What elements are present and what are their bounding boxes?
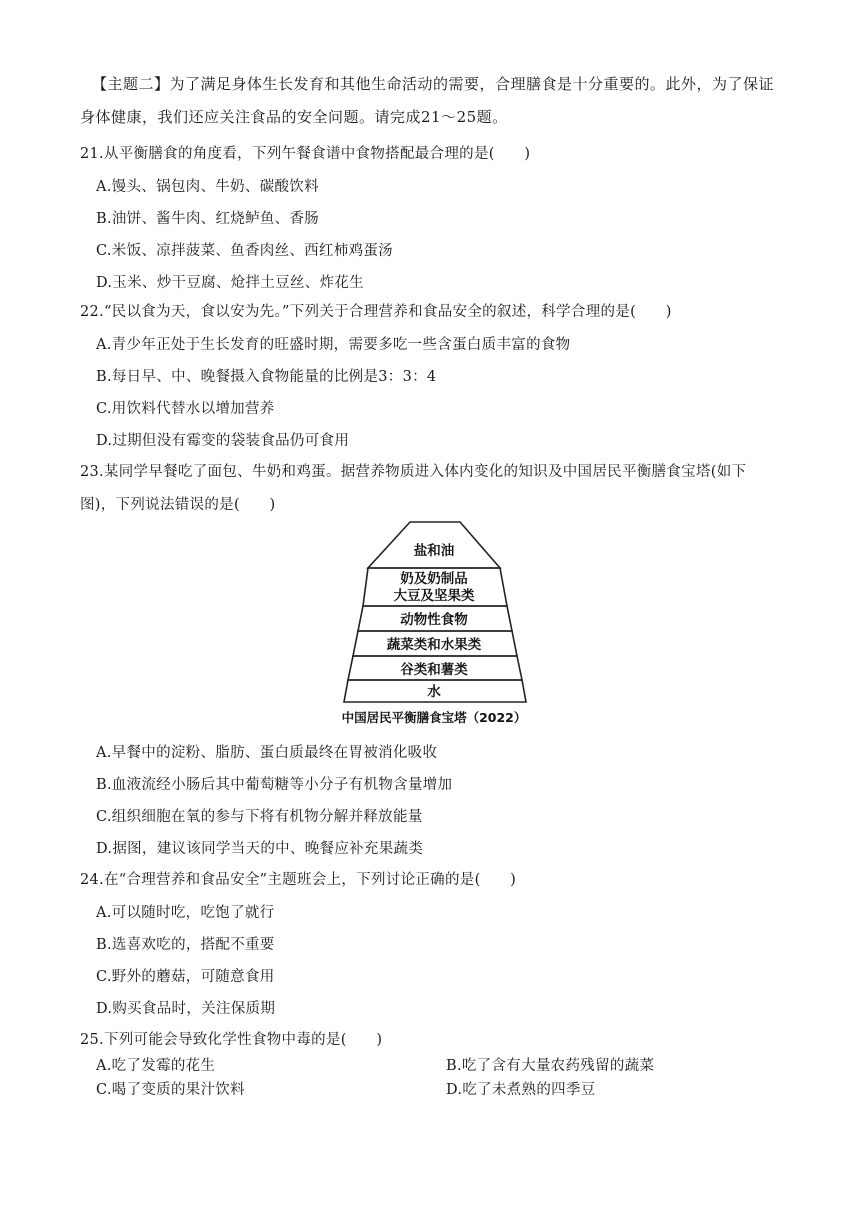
question-23-stem-line-1: 23.某同学早餐吃了面包、牛奶和鸡蛋。据营养物质进入体内变化的知识及中国居民平衡膳食宝塔(如下 xyxy=(80,464,747,480)
question-25-option-b[interactable]: B.吃了含有大量农药残留的蔬菜 xyxy=(446,1058,655,1074)
pyramid-caption: 中国居民平衡膳食宝塔（2022） xyxy=(341,710,527,725)
pyramid-label-water: 水 xyxy=(427,684,441,700)
question-22-option-d[interactable]: D.过期但没有霉变的袋装食品仍可食用 xyxy=(96,433,350,449)
question-25-option-a[interactable]: A.吃了发霉的花生 xyxy=(96,1058,216,1074)
pyramid-label-salt-oil: 盐和油 xyxy=(413,543,455,559)
pyramid-label-dairy: 奶及奶制品 xyxy=(400,571,468,587)
pyramid-label-grains: 谷类和薯类 xyxy=(400,662,468,678)
question-21-stem: 21.从平衡膳食的角度看，下列午餐食谱中食物搭配最合理的是( ) xyxy=(80,146,531,162)
question-24-option-b[interactable]: B.选喜欢吃的，搭配不重要 xyxy=(96,937,275,953)
question-22-stem: 22.“民以食为天，食以安为先。”下列关于合理营养和食品安全的叙述，科学合理的是( ) xyxy=(80,304,672,320)
pyramid-label-vegetables-fruits: 蔬菜类和水果类 xyxy=(386,637,482,653)
question-25-option-c[interactable]: C.喝了变质的果汁饮料 xyxy=(96,1082,245,1098)
question-23-option-c[interactable]: C.组织细胞在氧的参与下将有机物分解并释放能量 xyxy=(96,809,423,825)
question-22-option-a[interactable]: A.青少年正处于生长发育的旺盛时期，需要多吃一些含蛋白质丰富的食物 xyxy=(96,337,571,353)
question-24-option-a[interactable]: A.可以随时吃，吃饱了就行 xyxy=(96,905,275,921)
food-pyramid-diagram xyxy=(328,518,538,730)
pyramid-label-soy-nuts: 大豆及坚果类 xyxy=(393,588,475,604)
question-21-option-c[interactable]: C.米饭、凉拌菠菜、鱼香肉丝、西红柿鸡蛋汤 xyxy=(96,243,393,259)
intro-line-1: 【主题二】为了满足身体生长发育和其他生命活动的需要，合理膳食是十分重要的。此外，为了保证 xyxy=(92,75,775,93)
question-21-option-d[interactable]: D.玉米、炒干豆腐、炝拌土豆丝、炸花生 xyxy=(96,275,364,291)
question-23-option-b[interactable]: B.血液流经小肠后其中葡萄糖等小分子有机物含量增加 xyxy=(96,777,453,793)
question-24-stem: 24.在“合理营养和食品安全”主题班会上，下列讨论正确的是( ) xyxy=(80,872,517,888)
question-23-option-d[interactable]: D.据图，建议该同学当天的中、晚餐应补充果蔬类 xyxy=(96,841,424,857)
question-25-option-d[interactable]: D.吃了未煮熟的四季豆 xyxy=(446,1082,596,1098)
question-21-option-a[interactable]: A.馒头、锅包肉、牛奶、碳酸饮料 xyxy=(96,179,319,195)
question-24-option-c[interactable]: C.野外的蘑菇，可随意食用 xyxy=(96,969,275,985)
question-22-option-c[interactable]: C.用饮料代替水以增加营养 xyxy=(96,401,275,417)
theme-intro xyxy=(80,68,792,134)
question-25-stem: 25.下列可能会导致化学性食物中毒的是( ) xyxy=(80,1032,383,1048)
food-pyramid-figure xyxy=(328,518,538,730)
question-23-stem-line-2: 图)，下列说法错误的是( ) xyxy=(80,497,276,513)
intro-line-2: 身体健康，我们还应关注食品的安全问题。请完成21～25题。 xyxy=(80,108,508,126)
pyramid-label-animal: 动物性食物 xyxy=(400,612,468,628)
question-22-option-b[interactable]: B.每日早、中、晚餐摄入食物能量的比例是3：3：4 xyxy=(96,369,437,385)
question-24-option-d[interactable]: D.购买食品时，关注保质期 xyxy=(96,1001,276,1017)
question-21-option-b[interactable]: B.油饼、酱牛肉、红烧鲈鱼、香肠 xyxy=(96,211,320,227)
question-23-option-a[interactable]: A.早餐中的淀粉、脂肪、蛋白质最终在胃被消化吸收 xyxy=(96,745,438,761)
